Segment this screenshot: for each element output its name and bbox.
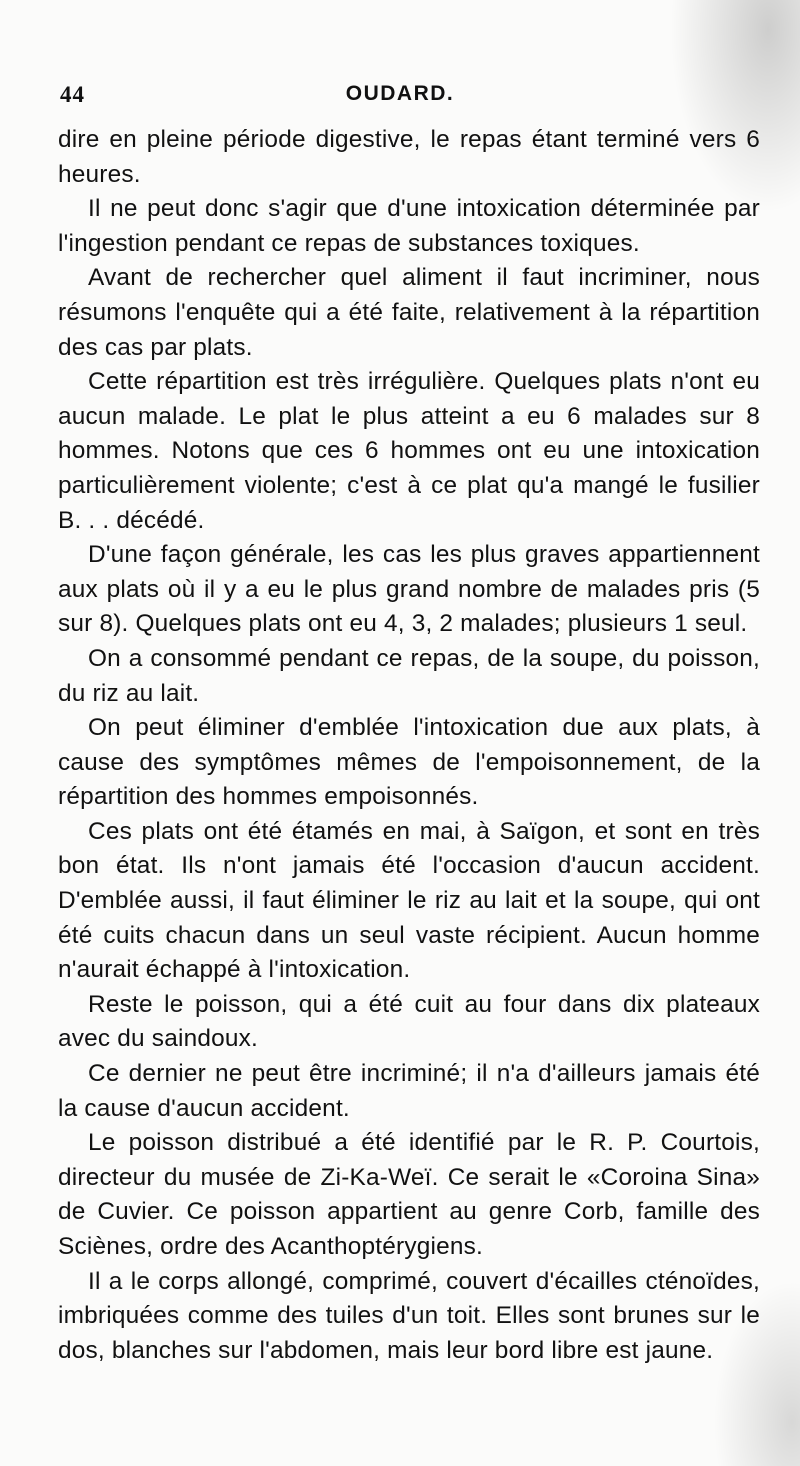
paragraph-1: dire en pleine période digestive, le repas étant terminé vers 6 heures. xyxy=(58,126,760,188)
running-head: OUDARD. xyxy=(345,82,455,105)
paragraph-5: D'une façon générale, les cas les plus graves appartiennent aux plats où il y a eu le plus grand nombre de malades pris (5 sur 8). Quelques plats ont eu 4, 3, 2 malades; plusieurs 1 seul. xyxy=(58,541,760,638)
paragraph-3: Avant de rechercher quel aliment il faut incriminer, nous résumons l'enquête qui a été faite, relativement à la répartition des cas par plats. xyxy=(58,264,760,361)
page-number: 44 xyxy=(60,82,85,107)
paragraph-12: Il a le corps allongé, comprimé, couvert d'écailles cténoïdes, imbriquées comme des tuiles d'un toit. Elles sont brunes sur le dos, blanches sur l'abdomen, mais leur bord libre est jaune. xyxy=(58,1267,760,1364)
paragraph-6: On a consommé pendant ce repas, de la soupe, du poisson, du riz au lait. xyxy=(58,644,760,707)
paragraph-2: Il ne peut donc s'agir que d'une intoxication déterminée par l'ingestion pendant ce repas de substances toxiques. xyxy=(58,195,760,257)
page-header xyxy=(60,82,740,116)
paragraph-4: Cette répartition est très irrégulière. Quelques plats n'ont eu aucun malade. Le plat le plus atteint a eu 6 malades sur 8 hommes. Notons que ces 6 hommes ont eu une intoxication particulièrement violente; c'est à ce plat qu'a mangé le fusilier B. . . décédé. xyxy=(58,368,760,534)
paragraph-11: Le poisson distribué a été identifié par le R. P. Courtois, directeur du musée de Zi-Ka-Weï. Ce serait le «Coroina Sina» de Cuvier. Ce poisson appartient au genre Corb, famille des Sciènes, ordre des Acanthoptérygiens. xyxy=(58,1129,760,1260)
paragraph-7: On peut éliminer d'emblée l'intoxication due aux plats, à cause des symptômes mêmes de l'empoisonnement, de la répartition des hommes empoisonnés. xyxy=(58,714,760,811)
body-text xyxy=(58,123,760,1368)
paragraph-10: Ce dernier ne peut être incriminé; il n'a d'ailleurs jamais été la cause d'aucun accident. xyxy=(58,1060,760,1122)
paragraph-9: Reste le poisson, qui a été cuit au four dans dix plateaux avec du saindoux. xyxy=(58,990,760,1053)
paragraph-8: Ces plats ont été étamés en mai, à Saïgon, et sont en très bon état. Ils n'ont jamais été l'occasion d'aucun accident. D'emblée aussi, il faut éliminer le riz au lait et la soupe, qui ont été cuits chacun dans un seul vaste récipient. Aucun homme n'aurait échappé à l'intoxication. xyxy=(58,817,760,984)
